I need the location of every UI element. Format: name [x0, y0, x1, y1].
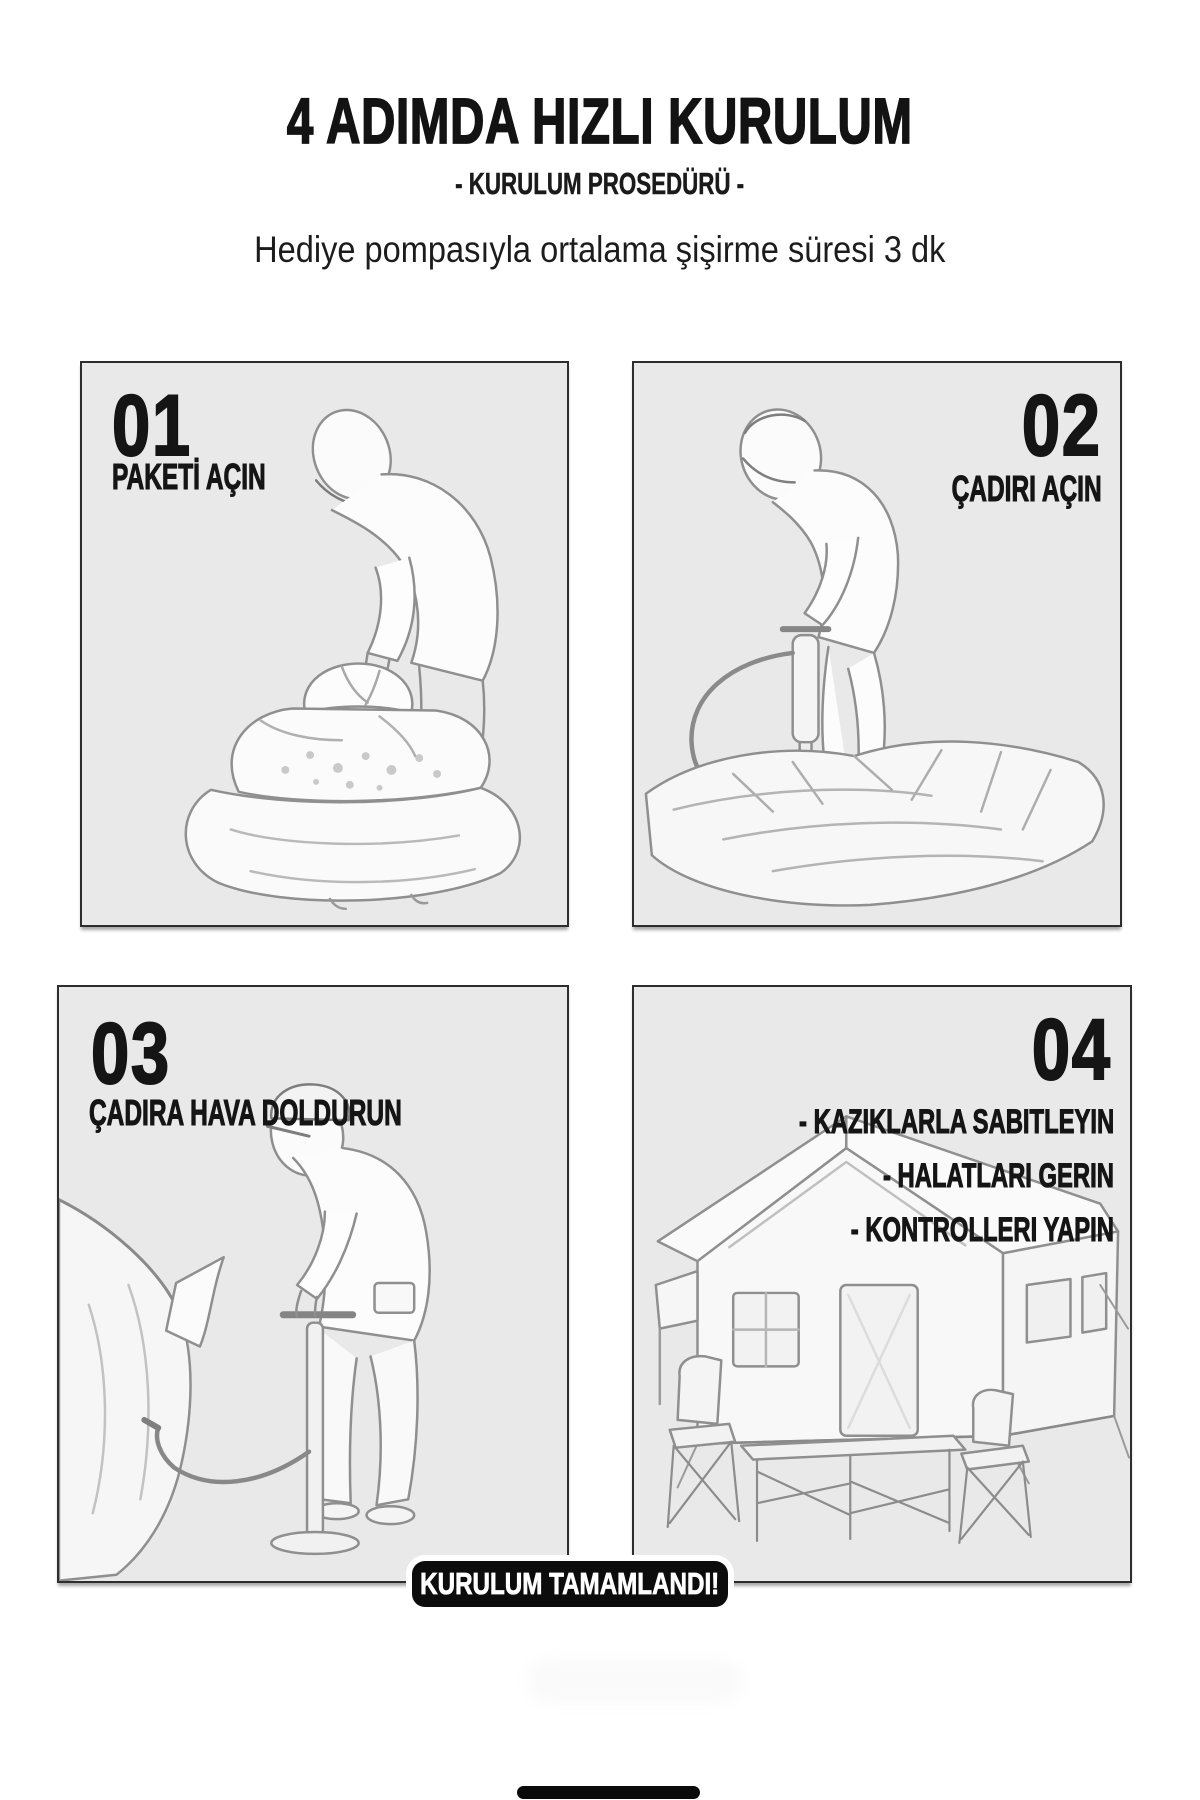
step-number-1-text: 01: [112, 378, 192, 474]
step-number-3-text: 03: [91, 1006, 171, 1102]
step-label-3-text: ÇADIRA HAVA DOLDURUN: [89, 1092, 402, 1133]
step-label-2-text: ÇADIRI AÇIN: [951, 468, 1102, 509]
step-panel-3: [57, 985, 569, 1583]
step-4-line-2: - HALATLARI GERIN: [883, 1157, 1114, 1195]
bottom-bar: [517, 1786, 700, 1799]
step-4-checklist: [664, 1095, 1114, 1257]
step-panel-1: [80, 361, 569, 927]
step-panel-4: [632, 985, 1132, 1583]
page-title: [0, 84, 1200, 158]
step-panel-2: [632, 361, 1122, 927]
page-subtitle: [0, 166, 1200, 202]
step-number-2-text: 02: [1022, 378, 1102, 474]
step-label-2: [881, 468, 1102, 509]
step-label-1-text: PAKETİ AÇIN: [112, 456, 266, 497]
step-number-4-text: 04: [1032, 1002, 1112, 1098]
step-4-line-3: - KONTROLLERI YAPIN: [850, 1211, 1114, 1249]
step-number-2: [1002, 378, 1102, 474]
step-4-line-1: - KAZIKLARLA SABITLEYIN: [798, 1103, 1114, 1141]
lead-text: [0, 229, 1200, 271]
step-number-3: [91, 1006, 191, 1102]
step-number-4: [1012, 1002, 1112, 1098]
step-label-3: [89, 1092, 549, 1133]
lead-text-value: Hediye pompasıyla ortalama şişirme süresi 3 dk: [254, 229, 946, 270]
page-title-text: 4 ADIMDA HIZLI KURULUM: [287, 85, 913, 157]
ghost-watermark: [527, 1660, 742, 1702]
completion-badge: [412, 1561, 728, 1607]
completion-badge-label: KURULUM TAMAMLANDI!: [420, 1566, 720, 1601]
step-label-1: [112, 456, 338, 497]
page-subtitle-text: - KURULUM PROSEDÜRÜ -: [455, 166, 745, 201]
